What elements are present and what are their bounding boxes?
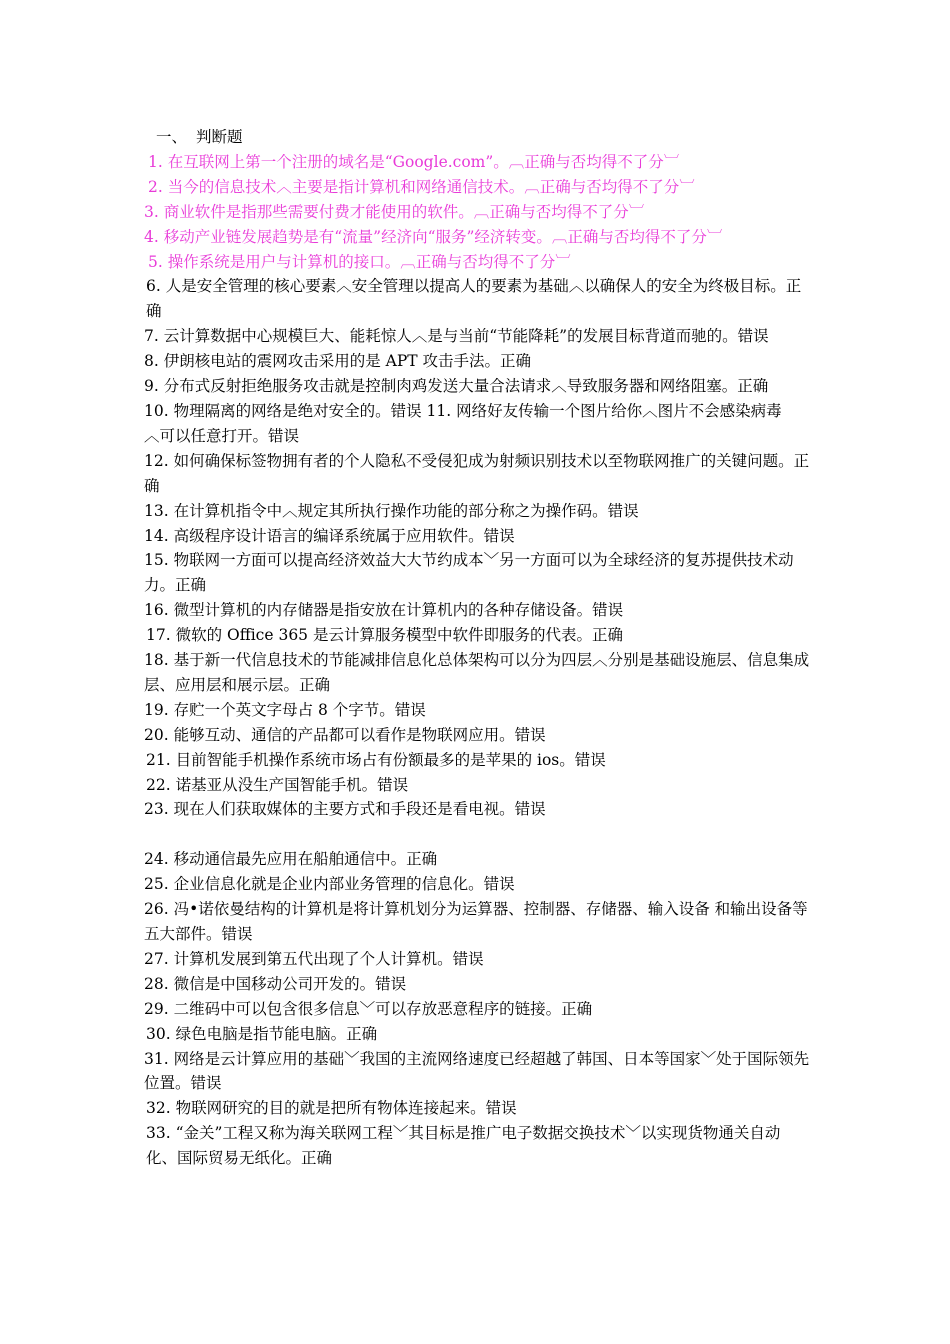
blank-line xyxy=(144,822,810,847)
section-title: 判断题 xyxy=(196,128,243,146)
item-22: 22. 诺基亚从没生产国智能手机。错误 xyxy=(146,775,409,794)
item-14: 14. 高级程序设计语言的编译系统属于应用软件。错误 xyxy=(144,526,515,545)
item-4: 4. 移动产业链发展趋势是有“流量”经济向“服务”经济转变。︹正确与否均得不了分︺ xyxy=(144,227,723,246)
item-12: 12. 如何确保标签物拥有者的个人隐私不受侵犯成为射频识别技术以至物联网推广的关键问题。正确 xyxy=(144,451,810,495)
item-31: 31. 网络是云计算应用的基础﹀我国的主流网络速度已经超越了韩国、日本等国家﹀处于国际领先位置。错误 xyxy=(144,1049,810,1093)
item-30: 30. 绿色电脑是指节能电脑。正确 xyxy=(146,1024,378,1043)
item-20: 20. 能够互动、通信的产品都可以看作是物联网应用。错误 xyxy=(144,725,546,744)
item-32: 32. 物联网研究的目的就是把所有物体连接起来。错误 xyxy=(146,1099,517,1118)
item-29: 29. 二维码中可以包含很多信息﹀可以存放恶意程序的链接。正确 xyxy=(144,999,593,1018)
item-15: 15. 物联网一方面可以提高经济效益大大节约成本﹀另一方面可以为全球经济的复苏提供技术动力。正确 xyxy=(144,551,794,595)
item-17: 17. 微软的 Office 365 是云计算服务模型中软件即服务的代表。正确 xyxy=(146,626,623,645)
item-26: 26. 冯•诺依曼结构的计算机是将计算机划分为运算器、控制器、存储器、输入设备 和输出设备等五大部件。错误 xyxy=(144,900,808,943)
item-7: 7. 云计算数据中心规模巨大、能耗惊人︿是与当前“节能降耗”的发展目标背道而驰的。错误 xyxy=(144,327,769,346)
item-33: 33. “金关”工程又称为海关联网工程﹀其目标是推广电子数据交换技术﹀以实现货物通关自动化、国际贸易无纸化。正确 xyxy=(146,1124,781,1168)
document-page xyxy=(144,125,810,1171)
item-1: 1. 在互联网上第一个注册的域名是“Google.com”。︹正确与否均得不了分︺ xyxy=(148,152,680,171)
item-18: 18. 基于新一代信息技术的节能减排信息化总体架构可以分为四层︿分别是基础设施层、信息集成层、应用层和展示层。正确 xyxy=(144,651,810,694)
item-21: 21. 目前智能手机操作系统市场占有份额最多的是苹果的 ios。错误 xyxy=(146,750,606,769)
item-19: 19. 存贮一个英文字母占 8 个字节。错误 xyxy=(144,700,426,719)
item-8: 8. 伊朗核电站的震网攻击采用的是 APT 攻击手法。正确 xyxy=(144,352,532,371)
item-24: 24. 移动通信最先应用在船舶通信中。正确 xyxy=(144,850,438,869)
item-9: 9. 分布式反射拒绝服务攻击就是控制肉鸡发送大量合法请求︿导致服务器和网络阻塞。正确 xyxy=(144,377,769,396)
item-28: 28. 微信是中国移动公司开发的。错误 xyxy=(144,974,407,993)
item-16: 16. 微型计算机的内存储器是指安放在计算机内的各种存储设备。错误 xyxy=(144,601,624,620)
item-2: 2. 当今的信息技术︿主要是指计算机和网络通信技术。︹正确与否均得不了分︺ xyxy=(148,177,695,196)
item-5: 5. 操作系统是用户与计算机的接口。︹正确与否均得不了分︺ xyxy=(148,252,571,271)
section-number: 一、 xyxy=(156,128,188,146)
item-10-11: 10. 物理隔离的网络是绝对安全的。错误 11. 网络好友传输一个图片给你︿图片不会感染病毒︿可以任意打开。错误 xyxy=(144,401,782,445)
item-25: 25. 企业信息化就是企业内部业务管理的信息化。错误 xyxy=(144,875,515,894)
item-13: 13. 在计算机指令中︿规定其所执行操作功能的部分称之为操作码。错误 xyxy=(144,501,639,520)
item-3: 3. 商业软件是指那些需要付费才能使用的软件。︹正确与否均得不了分︺ xyxy=(144,202,645,221)
item-23: 23. 现在人们获取媒体的主要方式和手段还是看电视。错误 xyxy=(144,800,546,819)
section-heading xyxy=(144,125,810,150)
item-27: 27. 计算机发展到第五代出现了个人计算机。错误 xyxy=(144,949,484,968)
item-6: 6. 人是安全管理的核心要素︿安全管理以提高人的要素为基础︿以确保人的安全为终极目标。正确 xyxy=(146,277,802,321)
